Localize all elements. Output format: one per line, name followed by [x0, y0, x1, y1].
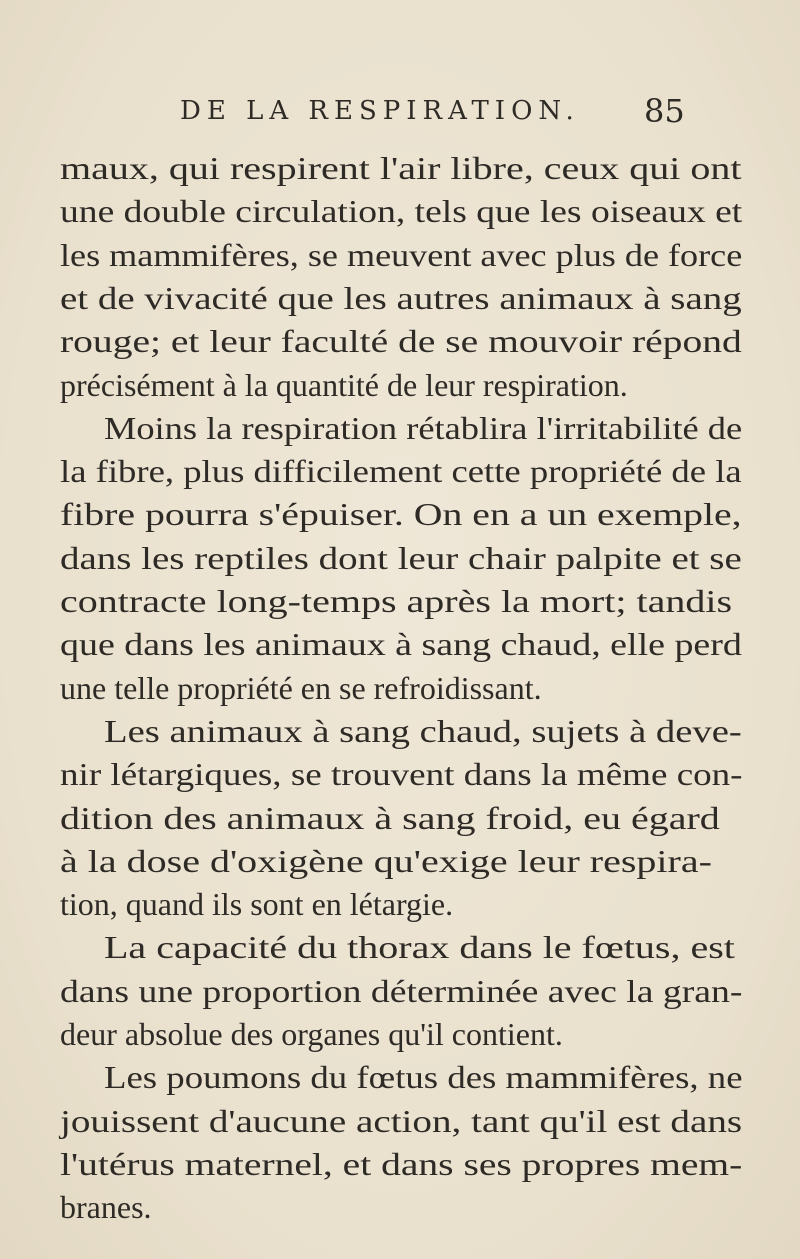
text-line: nir létargiques, se trouvent dans la même con-: [60, 756, 743, 793]
text-line: et de vivacité que les autres animaux à sang: [60, 279, 742, 316]
text-line: Moins la respiration rétablira l'irritabilité de: [104, 409, 743, 446]
text-line: dition des animaux à sang froid, eu égard: [60, 799, 720, 836]
running-title: DE LA RESPIRATION.: [180, 96, 580, 126]
text-line: les mammifères, se meuvent avec plus de force: [60, 236, 743, 273]
text-line: que dans les animaux à sang chaud, elle perd: [60, 626, 742, 663]
page-number: 85: [644, 92, 685, 130]
text-line: maux, qui respirent l'air libre, ceux qui ont: [60, 150, 742, 186]
text-line: jouissent d'aucune action, tant qu'il est dans: [60, 1102, 743, 1139]
text-line: tion, quand ils sont en létargie.: [60, 886, 454, 923]
page-header: [0, 92, 800, 136]
text-line: branes.: [60, 1189, 152, 1226]
text-line: La capacité du thorax dans le fœtus, est: [104, 929, 735, 966]
text-line: à la dose d'oxigène qu'exige leur respira-: [60, 842, 712, 879]
text-line: contracte long-temps après la mort; tandis: [60, 583, 733, 619]
text-line: précisément à la quantité de leur respiration.: [60, 366, 628, 403]
text-line: Les poumons du fœtus des mammifères, ne: [104, 1059, 743, 1096]
text-line: rouge; et leur faculté de se mouvoir répond: [60, 323, 742, 360]
text-line: la fibre, plus difficilement cette propriété de la: [60, 453, 742, 490]
text-line: fibre pourra s'épuiser. On en a un exemple,: [60, 496, 742, 533]
text-line: dans les reptiles dont leur chair palpite et se: [60, 539, 742, 576]
text-line: Les animaux à sang chaud, sujets à deve-: [104, 712, 742, 749]
text-line: une telle propriété en se refroidissant.: [60, 669, 542, 706]
text-line: une double circulation, tels que les oiseaux et: [60, 193, 743, 230]
text-line: l'utérus maternel, et dans ses propres mem-: [60, 1145, 743, 1182]
text-line: dans une proportion déterminée avec la gran-: [60, 972, 743, 1009]
text-line: deur absolue des organes qu'il contient.: [60, 1016, 563, 1052]
